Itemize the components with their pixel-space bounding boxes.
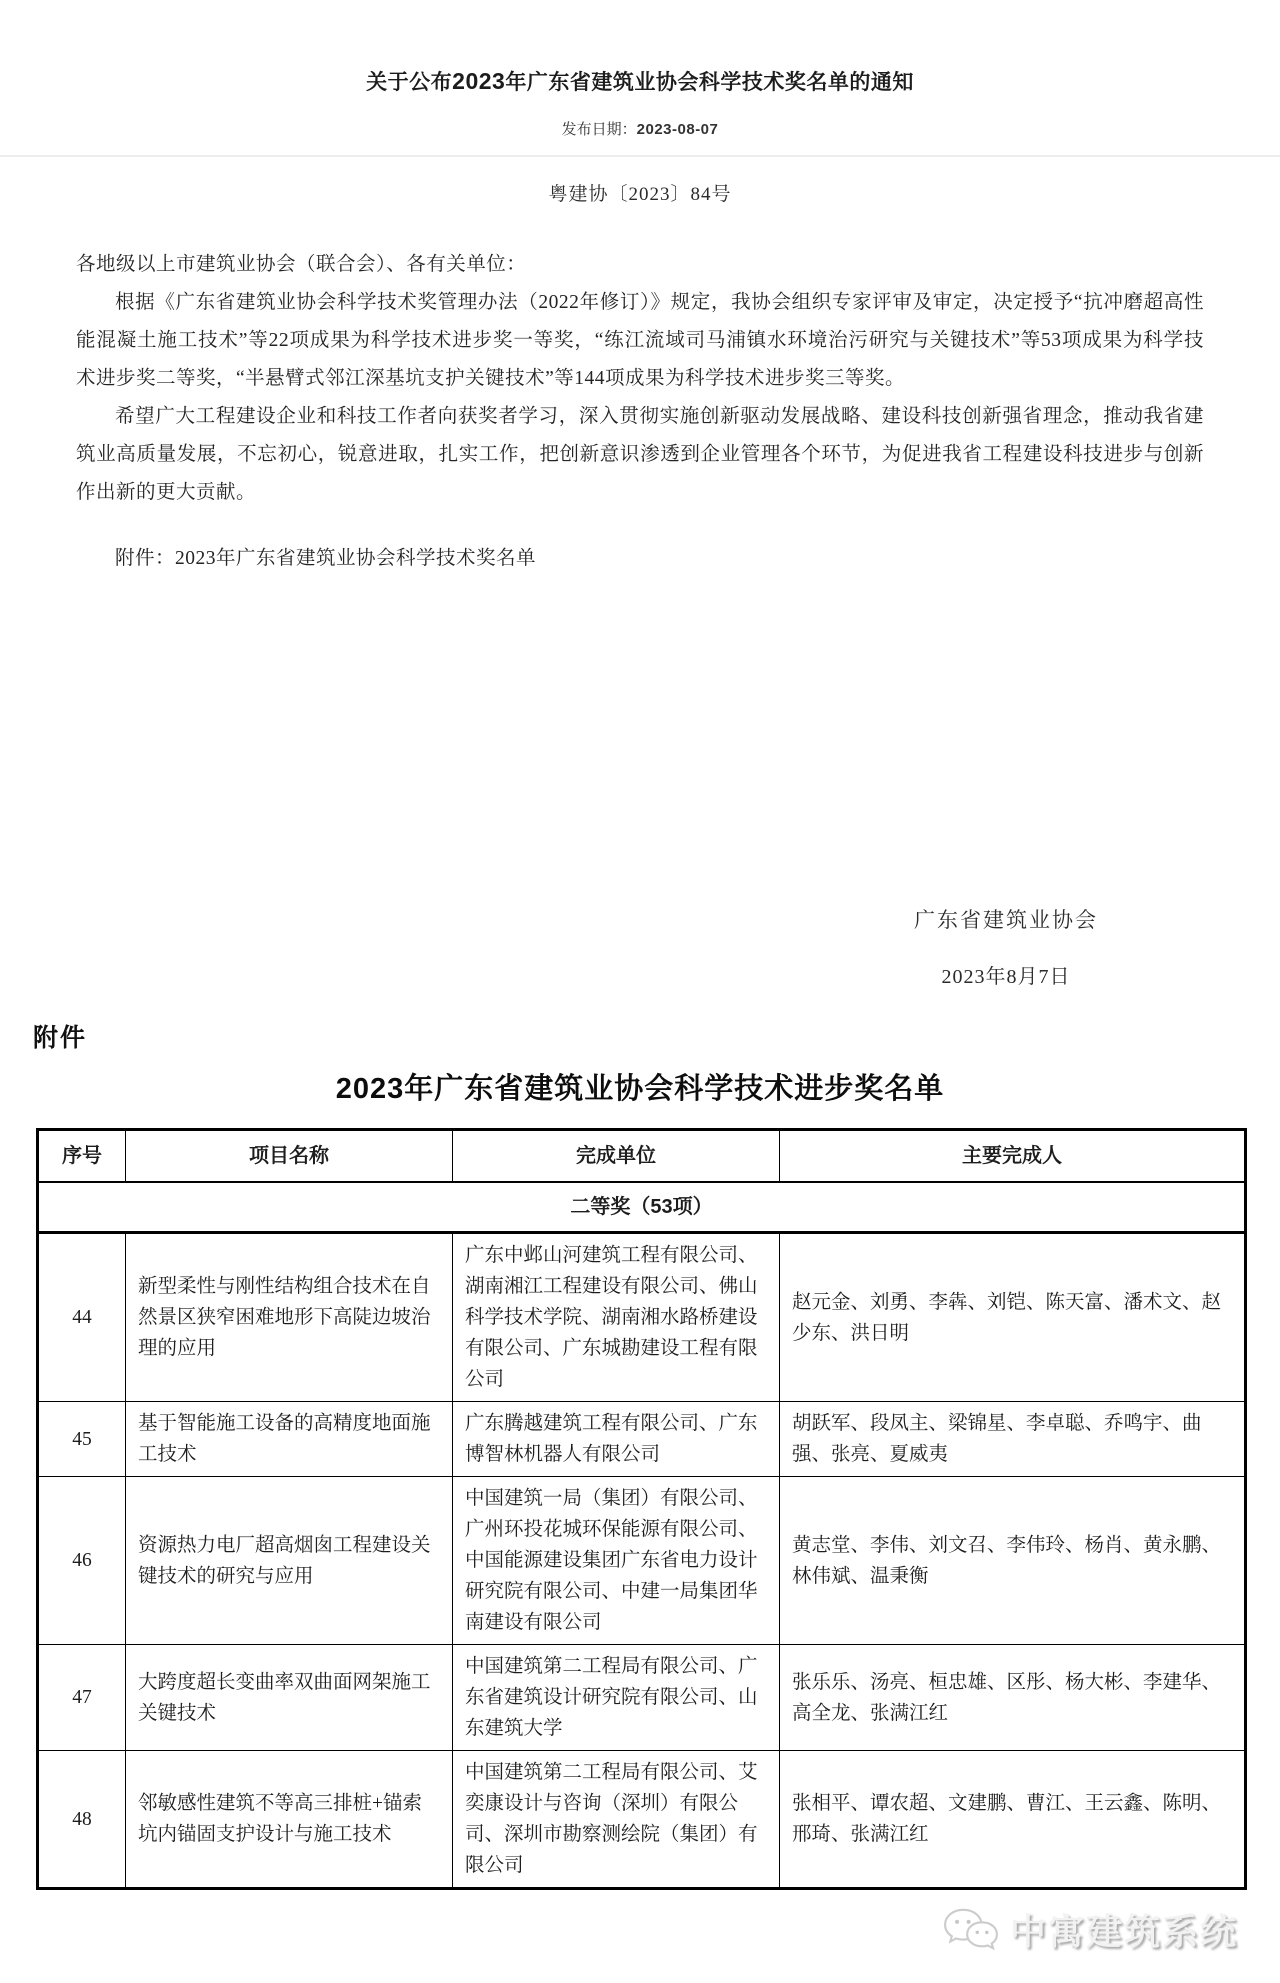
notice-title-suffix: 年广东省建筑业协会科学技术奖名单的通知 [505, 71, 914, 94]
awards-table-wrap [36, 1128, 1244, 1890]
cell-project: 新型柔性与刚性结构组合技术在自然景区狭窄困难地形下高陡边坡治理的应用 [126, 1233, 453, 1402]
appendix-label: 附件 [33, 1024, 88, 1052]
award-section-row [38, 1182, 1246, 1233]
watermark-text: 中寓建筑系统 [1009, 1911, 1238, 1952]
cell-project: 基于智能施工设备的高精度地面施工技术 [126, 1402, 453, 1477]
cell-no: 45 [38, 1402, 126, 1477]
header-divider [0, 155, 1280, 157]
column-header-project: 项目名称 [126, 1130, 453, 1183]
column-header-units: 完成单位 [453, 1130, 780, 1183]
body-paragraph-1: 根据《广东省建筑业协会科学技术奖管理办法（2022年修订）》规定，我协会组织专家评审及审定，决定授予“抗冲磨超高性能混凝土施工技术”等22项成果为科学技术进步奖一等奖，“练江流域司马浦镇水环境治污研究与关键技术”等53项成果为科学技术进步奖二等奖，“半悬臂式邻江深基坑支护关键技术”等144项成果为科学技术进步奖三等奖。 [76, 292, 1204, 389]
signature-block [806, 904, 1206, 989]
award-row-47 [38, 1645, 1246, 1751]
awards-table-body [38, 1182, 1246, 1889]
signature-date: 2023年8月7日 [941, 966, 1071, 988]
column-header-people: 主要完成人 [780, 1130, 1246, 1183]
publish-date-value: 2023-08-07 [636, 121, 719, 138]
column-header-no: 序号 [38, 1130, 126, 1183]
cell-project: 大跨度超长变曲率双曲面网架施工关键技术 [126, 1645, 453, 1751]
award-section-label: 二等奖（53项） [38, 1182, 1246, 1233]
footer-watermark [942, 1904, 1238, 1955]
award-row-48 [38, 1751, 1246, 1889]
attachment-reference: 附件：2023年广东省建筑业协会科学技术奖名单 [115, 548, 537, 569]
publish-date-label: 发布日期： [561, 121, 637, 138]
award-row-44 [38, 1233, 1246, 1402]
cell-people: 胡跃军、段凤主、梁锦星、李卓聪、乔鸣宇、曲强、张亮、夏威夷 [780, 1402, 1246, 1477]
cell-units: 广东中邺山河建筑工程有限公司、湖南湘江工程建设有限公司、佛山科学技术学院、湖南湘水路桥建设有限公司、广东城勘建设工程有限公司 [453, 1233, 780, 1402]
cell-people: 赵元金、刘勇、李犇、刘铠、陈天富、潘术文、赵少东、洪日明 [780, 1233, 1246, 1402]
awards-table-header-row [38, 1130, 1246, 1183]
notice-title [0, 66, 1280, 96]
notice-body [76, 246, 1204, 512]
cell-units: 中国建筑第二工程局有限公司、艾奕康设计与咨询（深圳）有限公司、深圳市勘察测绘院（集团）有限公司 [453, 1751, 780, 1889]
award-row-46 [38, 1477, 1246, 1645]
notice-title-prefix: 关于公布 [366, 71, 453, 94]
document-page [0, 66, 1280, 1952]
cell-no: 46 [38, 1477, 126, 1645]
cell-units: 广东腾越建筑工程有限公司、广东博智林机器人有限公司 [453, 1402, 780, 1477]
cell-no: 48 [38, 1751, 126, 1889]
awards-table-title: 2023年广东省建筑业协会科学技术进步奖名单 [335, 1073, 945, 1105]
cell-no: 44 [38, 1233, 126, 1402]
cell-no: 47 [38, 1645, 126, 1751]
body-paragraph-2: 希望广大工程建设企业和科技工作者向获奖者学习，深入贯彻实施创新驱动发展战略、建设科技创新强省理念，推动我省建筑业高质量发展，不忘初心，锐意进取，扎实工作，把创新意识渗透到企业管理各个环节，为促进我省工程建设科技进步与创新作出新的更大贡献。 [76, 406, 1204, 503]
doc-number: 粤建协〔2023〕84号 [548, 184, 732, 205]
cell-units: 中国建筑一局（集团）有限公司、广州环投花城环保能源有限公司、中国能源建设集团广东省电力设计研究院有限公司、中建一局集团华南建设有限公司 [453, 1477, 780, 1645]
cell-project: 资源热力电厂超高烟囱工程建设关键技术的研究与应用 [126, 1477, 453, 1645]
signature-organization: 广东省建筑业协会 [914, 908, 1098, 932]
salutation: 各地级以上市建筑业协会（联合会）、各有关单位： [76, 254, 527, 275]
cell-people: 黄志堂、李伟、刘文召、李伟玲、杨肖、黄永鹏、林伟斌、温秉衡 [780, 1477, 1246, 1645]
notice-title-year: 2023 [452, 68, 506, 94]
awards-table [36, 1128, 1247, 1890]
cell-project: 邻敏感性建筑不等高三排桩+锚索坑内锚固支护设计与施工技术 [126, 1751, 453, 1889]
award-row-45 [38, 1402, 1246, 1477]
cell-people: 张相平、谭农超、文建鹏、曹江、王云鑫、陈明、邢琦、张满江红 [780, 1751, 1246, 1889]
wechat-icon [942, 1906, 1000, 1954]
cell-people: 张乐乐、汤亮、桓忠雄、区彤、杨大彬、李建华、高全龙、张满江红 [780, 1645, 1246, 1751]
cell-units: 中国建筑第二工程局有限公司、广东省建筑设计研究院有限公司、山东建筑大学 [453, 1645, 780, 1751]
publish-date-line [0, 118, 1280, 139]
